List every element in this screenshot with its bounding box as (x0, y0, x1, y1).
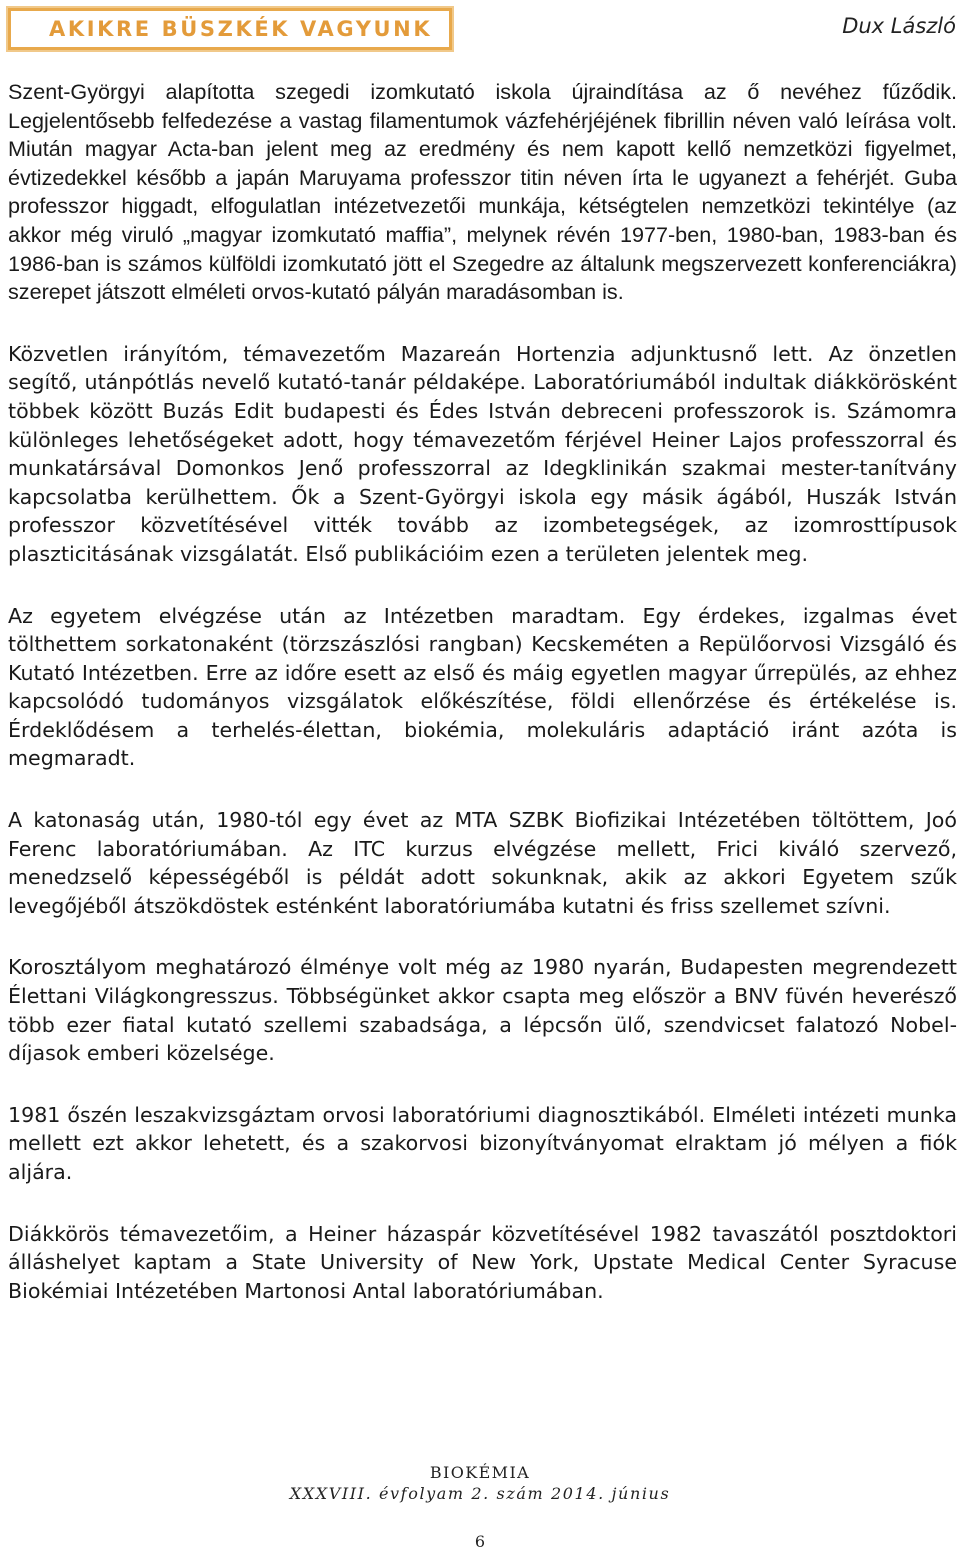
paragraph: A katonaság után, 1980-tól egy évet az MTA SZBK Biofizikai Intézetében töltöttem, Joó Ferenc laboratóriumában. Az ITC kurzus elvégzése mellett, Frici kiváló szervező, menedzselő képességéből is példát adott sokunknak, akik az akkori Egyetem szűk levegőjéből átszökdöstek esténként laboratóriumába kutatni és friss szellemet szívni. (8, 808, 957, 918)
paragraph: Korosztályom meghatározó élménye volt még az 1980 nyarán, Budapesten megrendezett Élettani Világkongresszus. Többségünket akkor csapta meg először a BNV füvén heverésző több ezer fiatal kutató szellemi szabadsága, a lépcsőn ülő, szendvicset falatozó Nobel-díjasok emberi közelsége. (8, 955, 957, 1066)
paragraph: Közvetlen irányítóm, témavezetőm Mazareán Hortenzia adjunktusnő lett. Az önzetlen segítő, utánpótlás nevelő kutató-tanár példaképe. Laboratóriumából indultak diákkörösként többek között Buzás Edit budapesti és Édes István debreceni professzorok is. Számomra különleges lehetőségeket adott, hogy témavezetőm férjével Heiner Lajos professzorral és munkatársával Domonkos Jenő professzorral az Idegklinikán szakmai mester-tanítvány kapcsolatba kerülhettem. Ők a Szent-Györgyi iskola egy másik ágából, Huszák István professzor közvetítésével vitték tovább az izombetegségek, az izomrosttípusok plaszticitásának vizsgálatát. Első publikációim ezen a területen jelentek meg. (8, 341, 957, 566)
journal-name: BIOKÉMIA (429, 1463, 531, 1482)
section-title: AKIKRE BÜSZKÉK VAGYUNK (49, 17, 433, 41)
section-banner (6, 6, 454, 52)
paragraph: Diákkörös témavezetőim, a Heiner házaspár közvetítésével 1982 tavaszától posztdoktori álláshelyet kaptam a State University of New York, Upstate Medical Center Syracuse Biokémiai Intézetében Martonosi Antal laboratóriumában. (8, 1221, 957, 1303)
paragraph: Szent-Györgyi alapította szegedi izomkutató iskola újraindítása az ő nevéhez fűződik. Legjelentősebb felfedezése a vastag filamentumok vázfehérjéjének fibrillin néven való leírása volt. Miután magyar Acta-ban jelent meg az eredmény és nem kapott kellő nemzetközi figyelmet, évtizedekkel később a japán Maruyama professzor titin néven írta le ugyanezt a fehérjét. Guba professzor higgadt, elfogulatlan intézetvezetői munkája, kétségtelen nemzetközi tekintélye (az akkor még viruló „magyar izomkutató maffia”, melynek révén 1977-ben, 1980-ban, 1983-ban és 1986-ban is számos külföldi izomkutató jött el Szegedre az általunk megszervezett konferenciákra) szerepet játszott elméleti orvos-kutató pályán maradásomban is. (8, 79, 957, 305)
paragraph: Az egyetem elvégzése után az Intézetben maradtam. Egy érdekes, izgalmas évet tölthettem sorkatonaként (törzszászlósi rangban) Kecskeméten a Repülőorvosi Vizsgáló és Kutató Intézetben. Erre az időre esett az első és máig egyetlen magyar űrrepülés, az ehhez kapcsolódó tudományos vizsgálatok előkészítése, földi ellenőrzése és értékelése is. Érdeklődésem a terhelés-élettan, biokémia, molekuláris adaptáció iránt azóta is megmaradt. (8, 603, 957, 771)
page-number: 6 (474, 1532, 486, 1551)
article-body (8, 78, 957, 1338)
paragraph: 1981 őszén leszakvizsgáztam orvosi laboratóriumi diagnosztikából. Elméleti intézeti munka mellett ezt akkor lehetett, és a szakorvosi bizonyítványomat elraktam jó mélyen a fiók aljára. (8, 1102, 957, 1184)
author-name: Dux László (842, 14, 956, 38)
page-header (0, 0, 960, 60)
issue-info: XXXVIII. évfolyam 2. szám 2014. június (289, 1484, 671, 1503)
